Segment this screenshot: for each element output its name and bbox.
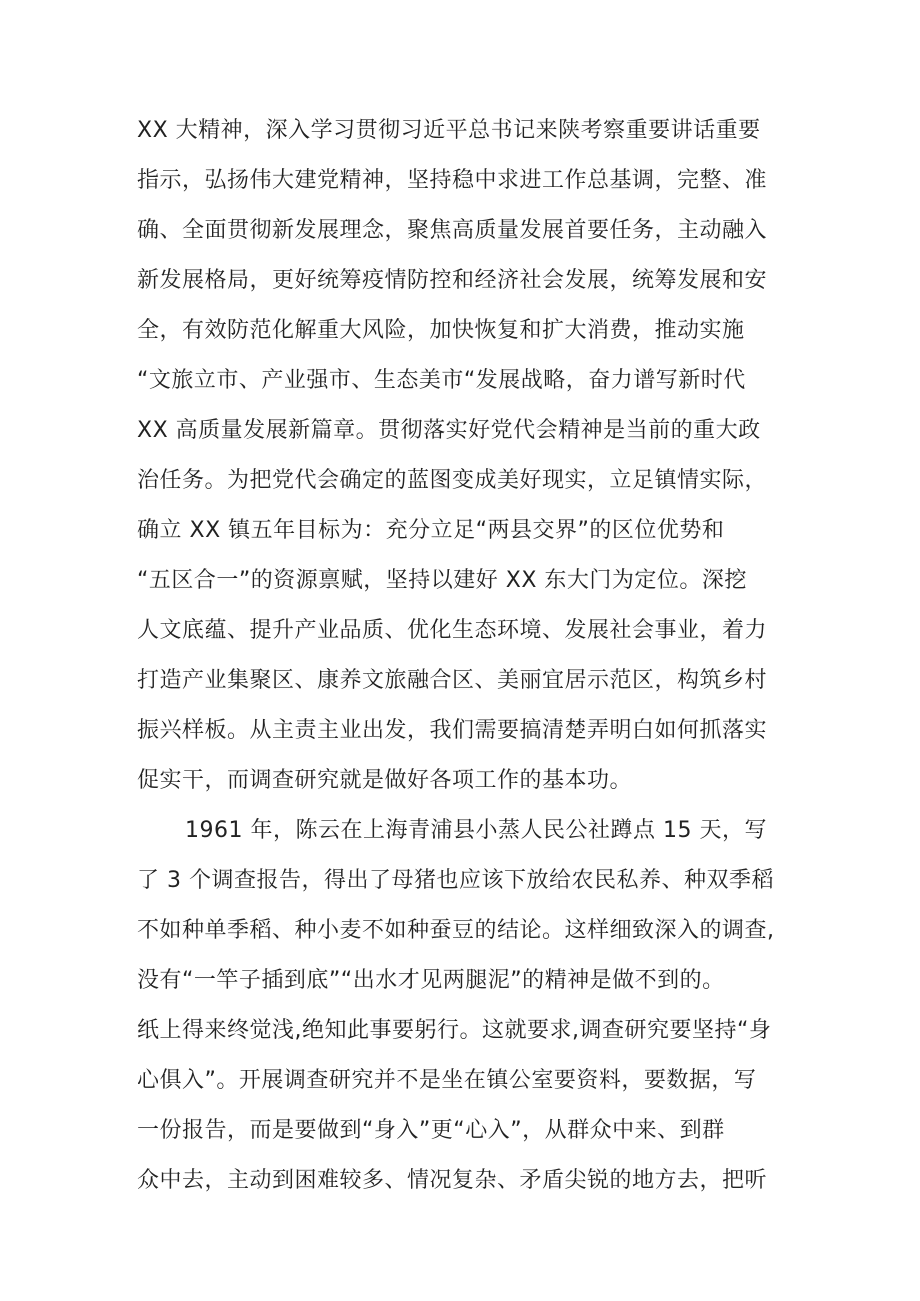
text-line: XX 高质量发展新篇章。贯彻落实好党代会精神是当前的重大政 [137,418,761,443]
text-line: 纸上得来终觉浅,绝知此事要躬行。这就要求,调查研究要坚持“身 [137,1018,772,1043]
text-line: 确、全面贯彻新发展理念，聚焦高质量发展首要任务，主动融入 [137,218,768,243]
text-line: 全，有效防范化解重大风险，加快恢复和扩大消费，推动实施 [137,318,745,343]
text-line: 人文底蕴、提升产业品质、优化生态环境、发展社会事业，着力 [137,618,768,643]
text-line: 新发展格局，更好统筹疫情防控和经济社会发展，统筹发展和安 [137,268,768,293]
text-line: 不如种单季稻、种小麦不如种蚕豆的结论。这样细致深入的调查, [137,918,775,943]
text-line: “文旅立市、产业强市、生态美市“发展战略，奋力谱写新时代 [137,368,746,393]
text-line: 心俱入”。开展调查研究并不是坐在镇公室要资料，要数据，写 [137,1068,757,1093]
text-line: 确立 XX 镇五年目标为：充分立足“两县交界”的区位优势和 [137,518,725,543]
text-line: 了 3 个调查报告，得出了母猪也应该下放给农民私养、种双季稻 [137,868,774,893]
text-line: 促实干，而调查研究就是做好各项工作的基本功。 [137,768,633,793]
text-line: 治任务。为把党代会确定的蓝图变成美好现实，立足镇情实际， [137,468,768,493]
text-line: 一份报告，而是要做到“身入”更“心入”，从群众中来、到群 [137,1118,725,1143]
text-line: “五区合一”的资源禀赋，坚持以建好 XX 东大门为定位。深挖 [137,568,747,593]
text-line: 没有“一竿子插到底”“出水才见两腿泥”的精神是做不到的。 [137,968,725,993]
text-line: 打造产业集聚区、康养文旅融合区、美丽宜居示范区，构筑乡村 [137,668,768,693]
text-line: XX 大精神，深入学习贯彻习近平总书记来陕考察重要讲话重要 [137,118,761,143]
text-line: 指示，弘扬伟大建党精神，坚持稳中求进工作总基调，完整、准 [137,168,768,193]
text-line: 众中去，主动到困难较多、情况复杂、矛盾尖锐的地方去，把听 [137,1168,768,1193]
text-line: 振兴样板。从主责主业出发，我们需要搞清楚弄明白如何抓落实 [137,718,768,743]
paragraph-first-line: 1961 年，陈云在上海青浦县小蒸人民公社蹲点 15 天，写 [185,818,767,843]
